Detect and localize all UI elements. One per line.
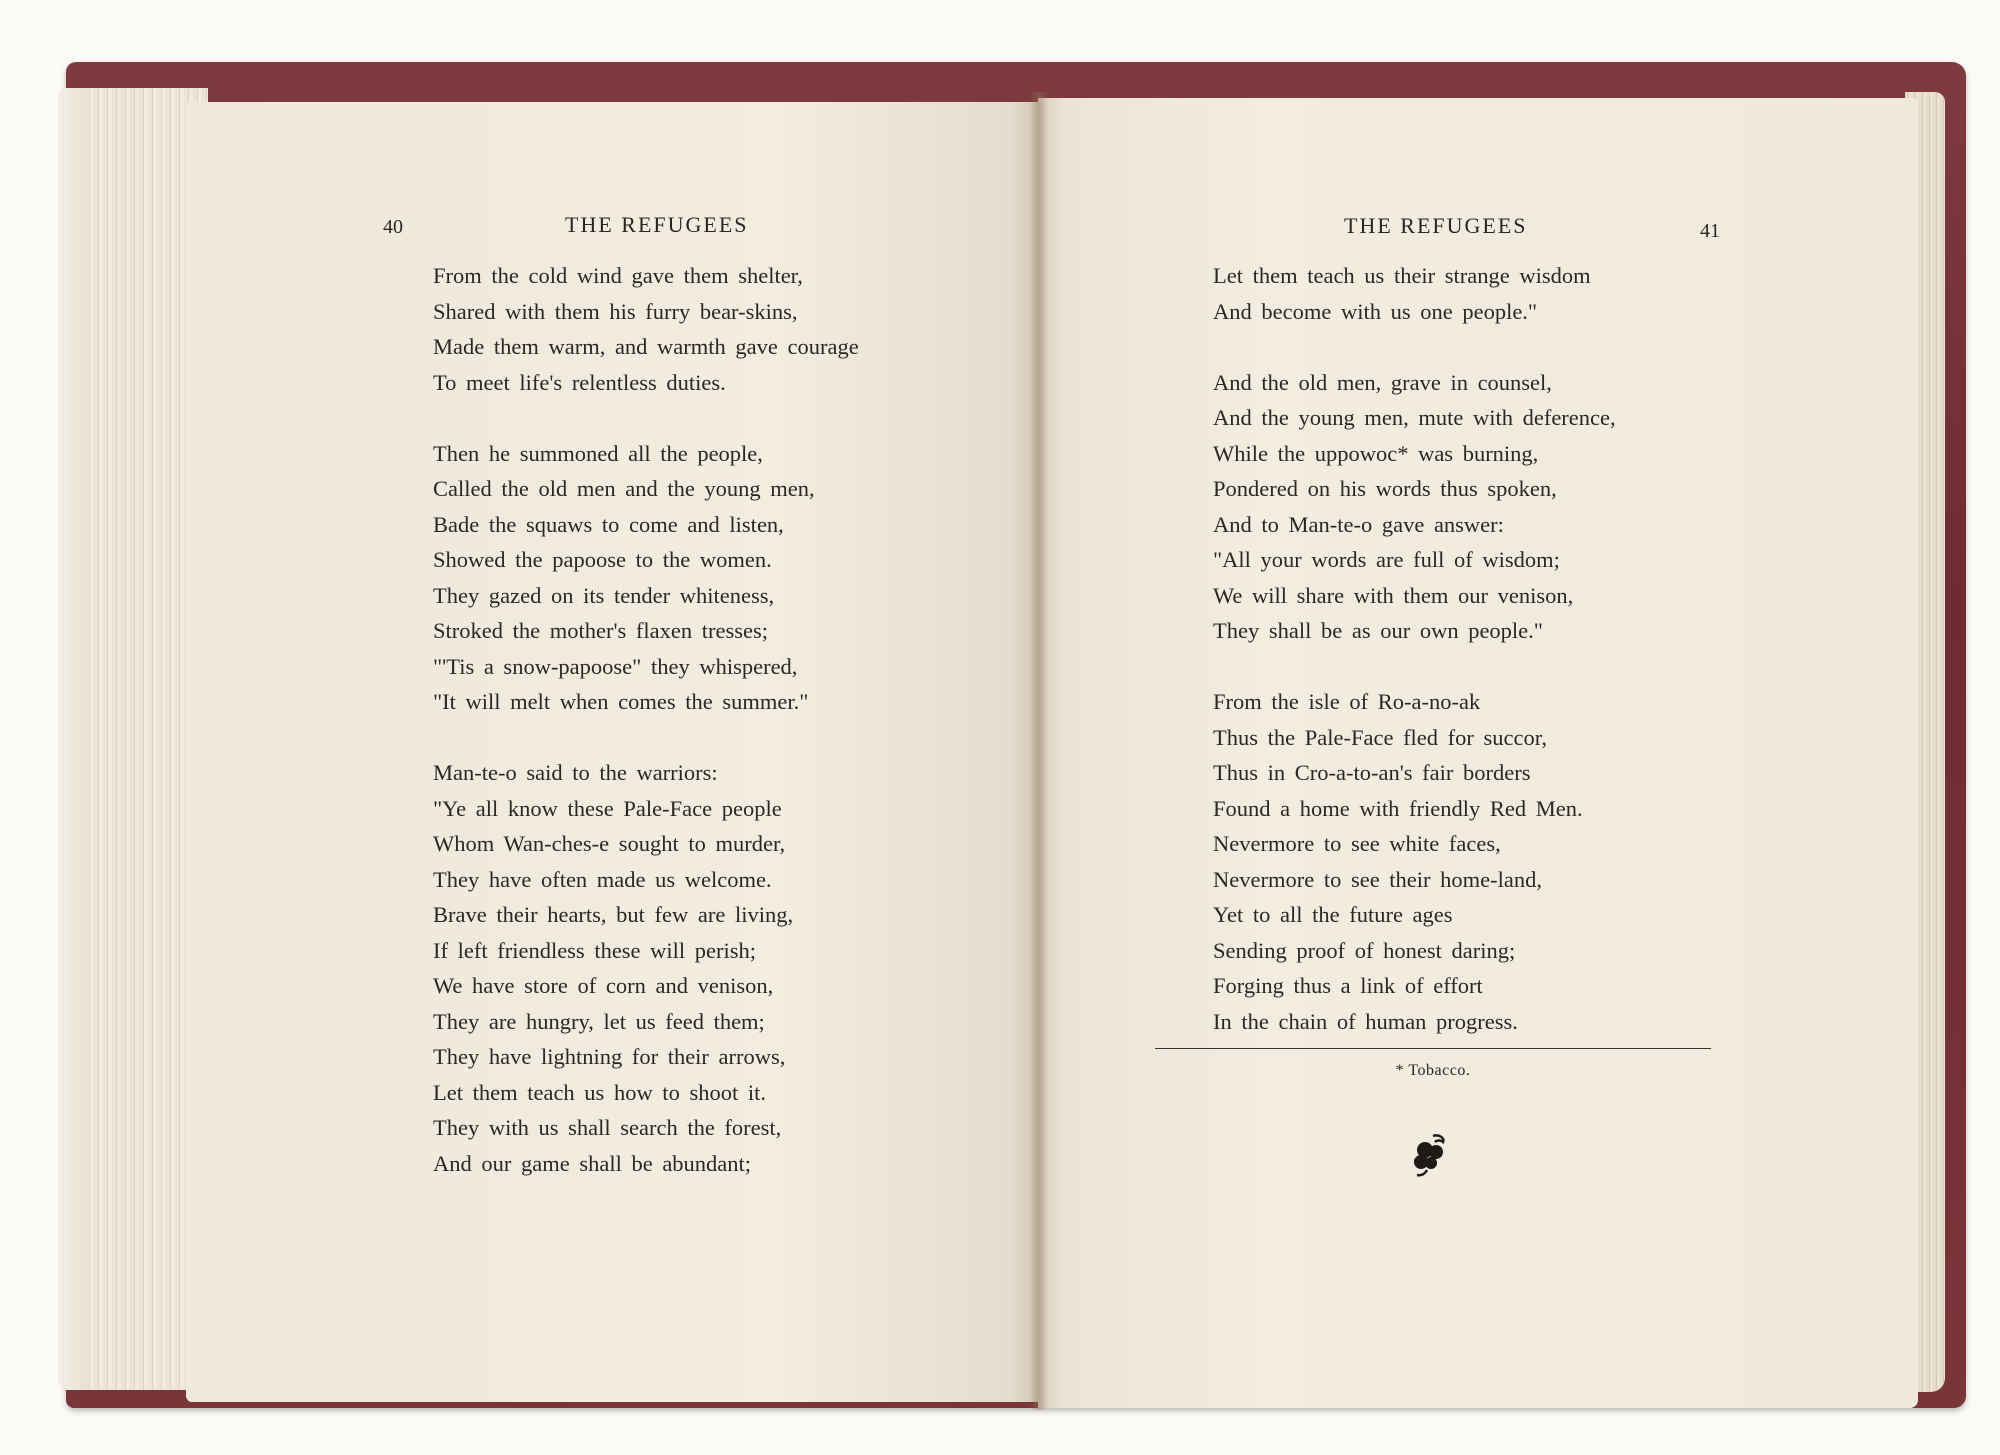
stanza-break — [1213, 329, 1616, 365]
page-number-right: 41 — [1700, 220, 1720, 242]
verse-line: And the young men, mute with deference, — [1213, 405, 1616, 430]
verse-line: Sending proof of honest daring; — [1213, 937, 1516, 963]
verse-line: Nevermore to see their home-land, — [1213, 866, 1543, 892]
verse-line: "It will melt when comes the summer." — [433, 689, 809, 714]
verse-line: They gazed on its tender whiteness, — [433, 582, 775, 608]
verse-line: We have store of corn and venison, — [433, 973, 774, 998]
verse-line: And our game shall be abundant; — [433, 1150, 752, 1176]
verse-line: They shall be as our own people." — [1213, 618, 1543, 643]
verse-line: And the old men, grave in counsel, — [1213, 369, 1552, 395]
verse-line: They have often made us welcome. — [433, 866, 772, 892]
verse-line: From the cold wind gave them shelter, — [433, 263, 803, 288]
book-gutter — [1030, 92, 1048, 1410]
verse-line: They with us shall search the forest, — [433, 1115, 782, 1140]
verse-line: Brave their hearts, but few are living, — [433, 902, 794, 927]
verse-line: Whom Wan-ches-e sought to murder, — [433, 831, 786, 856]
verse-line: While the uppowoc* was burning, — [1213, 440, 1539, 466]
verse-line: They are hungry, let us feed them; — [433, 1008, 765, 1034]
verse-line: And to Man-te-o gave answer: — [1213, 511, 1504, 537]
verse-line: "Ye all know these Pale-Face people — [433, 795, 782, 821]
verse-line: To meet life's relentless duties. — [433, 369, 726, 395]
verse-line: Thus the Pale-Face fled for succor, — [1213, 724, 1547, 750]
verse-line: In the chain of human progress. — [1213, 1008, 1518, 1034]
verse-line: Showed the papoose to the women. — [433, 547, 772, 572]
verse-line: Forging thus a link of effort — [1213, 973, 1483, 998]
verse-line: Bade the squaws to come and listen, — [433, 511, 784, 537]
verse-line: "All your words are full of wisdom; — [1213, 547, 1560, 572]
leaf-ornament-icon — [1405, 1130, 1453, 1178]
footnote-rule — [1155, 1048, 1711, 1049]
verse-line: Found a home with friendly Red Men. — [1213, 795, 1583, 821]
verse-line: Let them teach us how to shoot it. — [433, 1079, 766, 1105]
verse-line: Stroked the mother's flaxen tresses; — [433, 618, 768, 643]
stanza-break — [1213, 649, 1616, 685]
stanza-break — [433, 720, 859, 756]
verse-line: Yet to all the future ages — [1213, 902, 1453, 927]
verse-left — [433, 258, 859, 1181]
verse-line: Shared with them his furry bear-skins, — [433, 298, 798, 324]
verse-line: We will share with them our venison, — [1213, 582, 1574, 608]
verse-line: Let them teach us their strange wisdom — [1213, 263, 1591, 288]
verse-line: "'Tis a snow-papoose" they whispered, — [433, 653, 798, 679]
verse-line: Called the old men and the young men, — [433, 476, 815, 501]
verse-line: Man-te-o said to the warriors: — [433, 760, 718, 785]
verse-line: From the isle of Ro-a-no-ak — [1213, 689, 1481, 714]
verse-line: Pondered on his words thus spoken, — [1213, 476, 1557, 501]
footnote: * Tobacco. — [1395, 1062, 1471, 1079]
stanza-break — [433, 400, 859, 436]
verse-right — [1213, 258, 1616, 1039]
running-head-right: THE REFUGEES — [1344, 213, 1528, 238]
verse-line: If left friendless these will perish; — [433, 937, 757, 963]
verse-line: Made them warm, and warmth gave courage — [433, 334, 859, 359]
verse-line: Then he summoned all the people, — [433, 440, 763, 466]
verse-line: And become with us one people." — [1213, 298, 1538, 324]
verse-line: They have lightning for their arrows, — [433, 1044, 786, 1069]
verse-line: Thus in Cro-a-to-an's fair borders — [1213, 760, 1531, 785]
verse-line: Nevermore to see white faces, — [1213, 831, 1501, 856]
running-head-left: THE REFUGEES — [565, 212, 749, 237]
page-number-left: 40 — [383, 216, 403, 238]
